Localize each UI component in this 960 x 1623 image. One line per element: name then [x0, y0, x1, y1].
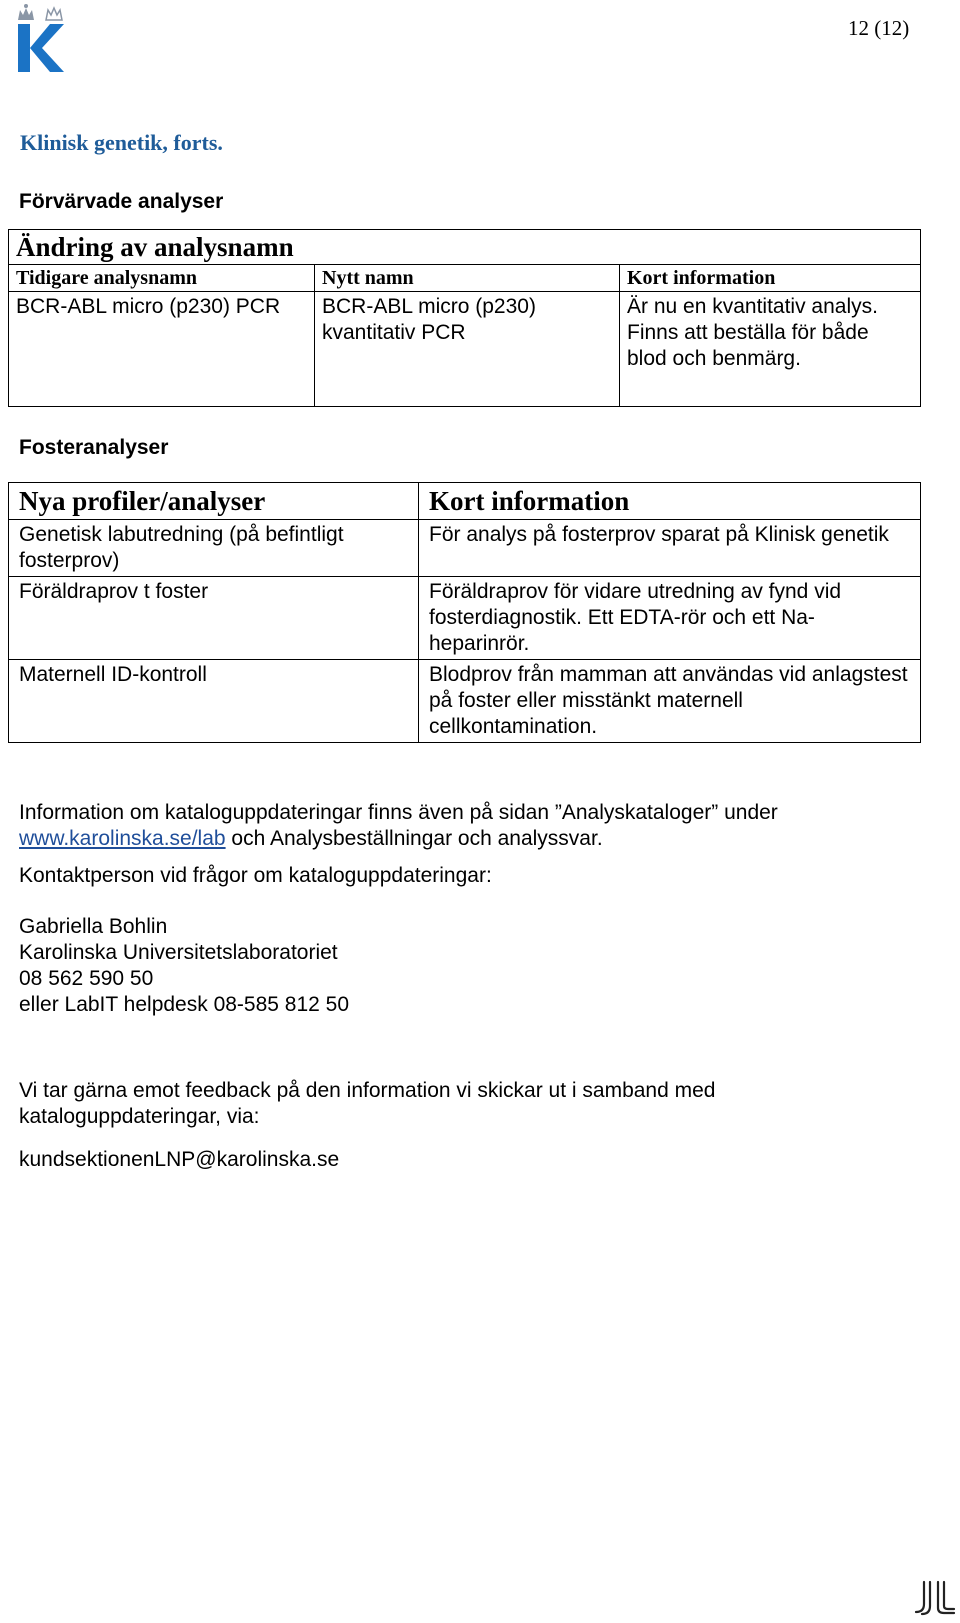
catalog-info-text: Information om kataloguppdateringar finns även på sidan ”Analyskataloger” under: [19, 801, 778, 824]
feedback-text: Vi tar gärna emot feedback på den information vi skickar ut i samband med kataloguppdateringar, via:: [19, 1079, 716, 1128]
table-row: [9, 292, 921, 407]
contact-phone: 08 562 590 50: [19, 967, 154, 990]
analysis-name-cell: Föräldraprov t foster: [9, 577, 419, 660]
karolinska-lab-link[interactable]: www.karolinska.se/lab: [19, 827, 226, 850]
catalog-info-paragraph: [19, 800, 919, 852]
analysis-name-cell: Genetisk labutredning (på befintligt fosterprov): [9, 520, 419, 577]
new-name-cell: BCR-ABL micro (p230) kvantitativ PCR: [315, 292, 620, 407]
catalog-info-text-end: och Analysbeställningar och analyssvar.: [225, 827, 603, 850]
acquired-heading: Förvärvade analyser: [19, 190, 224, 213]
column-header: Kort information: [419, 483, 921, 520]
section-title: Klinisk genetik, forts.: [20, 130, 223, 155]
table-row: [9, 577, 921, 660]
column-header: Tidigare analysnamn: [9, 265, 315, 292]
page-number: 12 (12): [848, 16, 910, 40]
contact-helpdesk: eller LabIT helpdesk 08-585 812 50: [19, 993, 350, 1016]
column-header: Nytt namn: [315, 265, 620, 292]
table-row: [9, 520, 921, 577]
info-cell: Är nu en kvantitativ analys. Finns att beställa för både blod och benmärg.: [620, 292, 921, 407]
column-header: Nya profiler/analyser: [9, 483, 419, 520]
column-header: Kort information: [620, 265, 921, 292]
contact-label: Kontaktperson vid frågor om kataloguppdateringar:: [19, 864, 492, 887]
karolinska-logo-icon: [14, 2, 74, 76]
previous-name-cell: BCR-ABL micro (p230) PCR: [9, 292, 315, 407]
analysis-name-cell: Maternell ID-kontroll: [9, 660, 419, 743]
contact-name: Gabriella Bohlin: [19, 915, 168, 938]
contact-organization: Karolinska Universitetslaboratoriet: [19, 941, 338, 964]
info-cell: Föräldraprov för vidare utredning av fynd vid fosterdiagnostik. Ett EDTA-rör och ett Na-heparinrör.: [419, 577, 921, 660]
rename-table: [8, 229, 921, 407]
feedback-email[interactable]: kundsektionenLNP@karolinska.se: [19, 1148, 340, 1171]
info-cell: Blodprov från mamman att användas vid anlagstest på foster eller misstänkt maternell cellkontamination.: [419, 660, 921, 743]
table-row: [9, 660, 921, 743]
jll-logo-icon: [912, 1580, 956, 1616]
info-cell: För analys på fosterprov sparat på Klinisk genetik: [419, 520, 921, 577]
fetal-table: [8, 482, 921, 743]
fetal-heading: Fosteranalyser: [19, 436, 169, 459]
contact-block: [19, 914, 919, 1018]
rename-table-caption: Ändring av analysnamn: [9, 230, 921, 265]
